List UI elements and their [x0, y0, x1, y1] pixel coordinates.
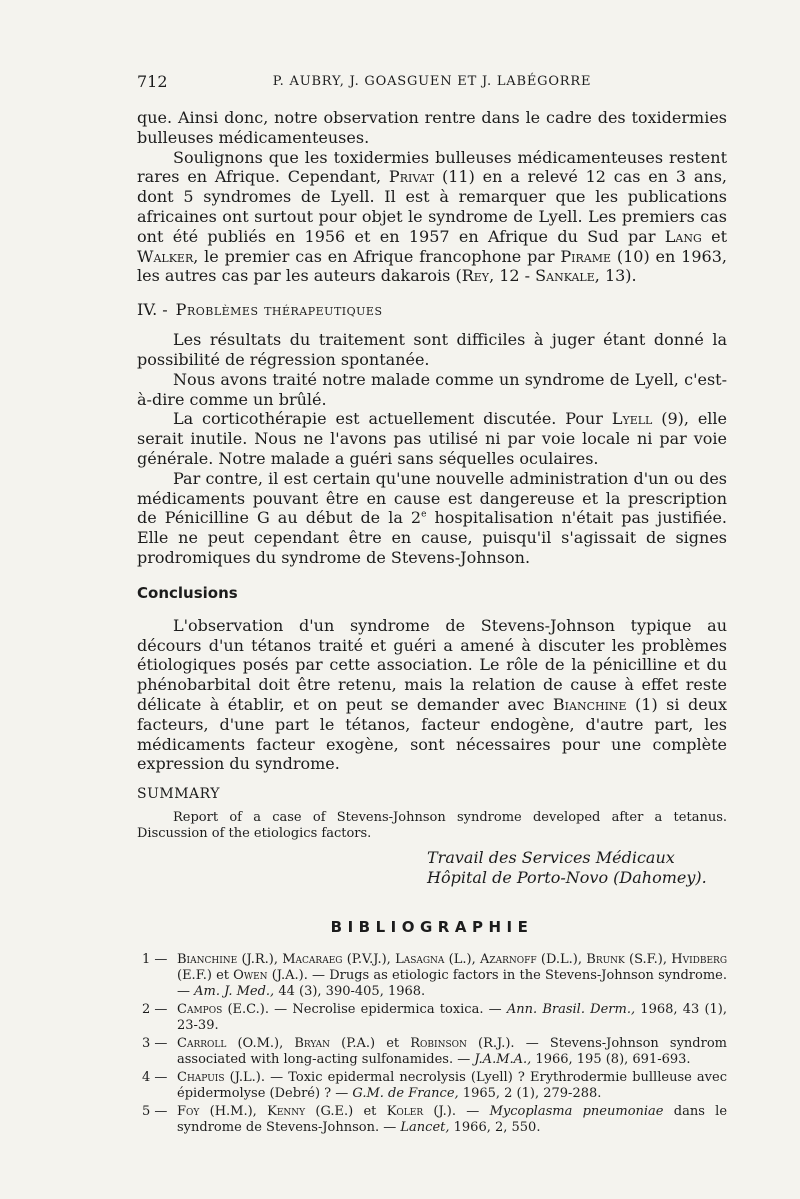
page-body: [137, 108, 727, 1138]
signature-line: Travail des Services Médicaux: [427, 848, 675, 868]
section-number: IV.: [137, 300, 158, 320]
author-name: Pirame: [560, 246, 611, 266]
paragraph-continuation: que. Ainsi donc, notre observation rentre dans le cadre des toxidermies bulleuses médicamenteuses.: [137, 108, 727, 147]
running-head: P. AUBRY, J. GOASGUEN ET J. LABÉGORRE: [272, 74, 592, 89]
summary-text: Report of a case of Stevens-Johnson syndrome developed after a tetanus. Discussion of the etiologics factors.: [137, 810, 727, 842]
paragraph: La corticothérapie est actuellement discutée. Pour Lyell (9), elle serait inutile. Nous ne l'avons pas utilisé ni par voie locale ni par voie générale. Notre malade a guéri sans séquelles oculaires.: [137, 409, 728, 468]
reference-number: 2 —: [142, 1002, 168, 1018]
author-name: Lyell: [611, 409, 653, 429]
author-name: Rey: [461, 266, 490, 286]
reference-number: 3 —: [142, 1036, 168, 1052]
conclusions-heading: Conclusions: [137, 583, 238, 602]
reference-number: 1 —: [142, 952, 168, 968]
author-name: Walker: [137, 246, 194, 266]
author-name: Bianchine: [552, 694, 627, 714]
reference-number: 4 —: [142, 1070, 168, 1086]
reference-item: 3 — Carroll (O.M.), Bryan (P.A.) et Robinson (R.J.). — Stevens-Johnson syndrom associated with long-acting sulfonamides. — J.A.M.A., 1966, 195 (8), 691-693.: [142, 1036, 727, 1068]
author-name: Sankale: [535, 266, 595, 286]
section-heading: IV. - Problèmes thérapeutiques: [137, 300, 383, 320]
bibliography-heading: BIBLIOGRAPHIE: [330, 918, 534, 937]
paragraph: Les résultats du traitement sont difficiles à juger étant donné la possibilité de régression spontanée.: [137, 330, 727, 369]
paragraph: Par contre, il est certain qu'une nouvelle administration d'un ou des médicaments pouvant être en cause est dangereuse et la prescription de Pénicilline G au début de la 2e hospitalisation n'était pas justifiée. Elle ne peut cependant être en cause, puisqu'il s'agissait de signes prodromiques du syndrome de Stevens-Johnson.: [137, 468, 728, 567]
reference-item: 2 — Campos (E.C.). — Necrolise epidermica toxica. — Ann. Brasil. Derm., 1968, 43 (1), 23-39.: [142, 1002, 728, 1034]
reference-item: 5 — Foy (H.M.), Kenny (G.E.) et Koler (J.). — Mycoplasma pneumoniae dans le syndrome de Stevens-Johnson. — Lancet, 1966, 2, 550.: [142, 1104, 728, 1136]
page-number: 712: [137, 72, 168, 91]
summary-heading: SUMMARY: [137, 786, 221, 803]
signature-block: [137, 848, 727, 888]
author-name: Privat: [388, 167, 435, 187]
page-header: [137, 72, 727, 92]
reference-item: 1 — Bianchine (J.R.), Macaraeg (P.V.J.), Lasagna (L.), Azarnoff (D.L.), Brunk (S.F.), Hvidberg (E.F.) et Owen (J.A.). — Drugs as etiologic factors in the Stevens-Johnson syndrome. — Am. J. Med., 44 (3), 390-405, 1968.: [142, 952, 728, 1000]
reference-number: 5 —: [142, 1104, 168, 1120]
author-name: Lang: [664, 226, 702, 246]
bibliography-list: [137, 952, 727, 1136]
paragraph-africa: Soulignons que les toxidermies bulleuses médicamenteuses restent rares en Afrique. Cependant, Privat (11) en a relevé 12 cas en 3 ans, dont 5 syndromes de Lyell. Il est à remarquer que les publications africaines ont surtout pour objet le syndrome de Lyell. Les premiers cas ont été publiés en 1956 et en 1957 en Afrique du Sud par Lang et Walker, le premier cas en Afrique francophone par Pirame (10) en 1963, les autres cas par les auteurs dakarois (Rey, 12 - Sankale, 13).: [137, 147, 728, 286]
signature-line: Hôpital de Porto-Novo (Dahomey).: [427, 868, 707, 888]
conclusions-paragraph: L'observation d'un syndrome de Stevens-Johnson typique au décours d'un tétanos traité et guéri a amené à discuter les problèmes étiologiques posés par cette association. Le rôle de la pénicilline et du phénobarbital doit être retenu, mais la relation de cause à effet reste délicate à établir, et on peut se demander avec Bianchine (1) si deux facteurs, d'une part le tétanos, facteur endogène, d'autre part, les médicaments facteur exogène, sont nécessaires pour une complète expression du syndrome.: [137, 615, 727, 774]
paragraph: Nous avons traité notre malade comme un syndrome de Lyell, c'est-à-dire comme un brûlé.: [137, 369, 727, 409]
section-title: Problèmes thérapeutiques: [175, 300, 383, 320]
reference-item: 4 — Chapuis (J.L.). — Toxic epidermal necrolysis (Lyell) ? Erythrodermie bullleuse avec épidermolyse (Debré) ? — G.M. de France, 1965, 2 (1), 279-288.: [142, 1070, 727, 1102]
